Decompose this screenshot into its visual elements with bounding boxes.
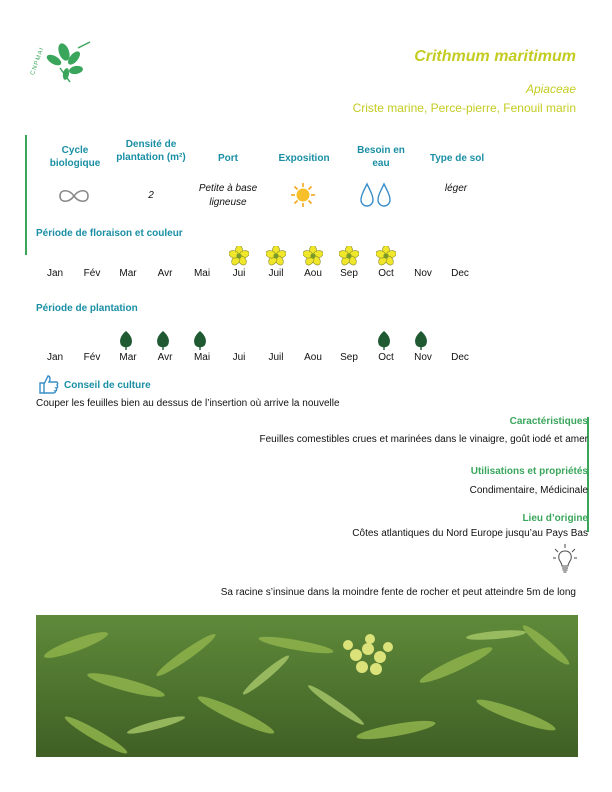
thumbs-up-icon <box>38 374 60 399</box>
advice-title: Conseil de culture <box>64 380 151 391</box>
soil-value: léger <box>444 183 468 194</box>
latin-name: Crithmum maritimum <box>414 48 576 65</box>
two-water-drops-icon <box>358 182 394 213</box>
density-value: 2 <box>148 190 154 201</box>
header-exposure: Exposition <box>278 153 330 164</box>
planting-month-label: Fév <box>83 352 101 363</box>
header-port: Port <box>218 153 238 164</box>
flowering-month-label: Dec <box>451 268 469 279</box>
planting-month-label: Sep <box>340 352 358 363</box>
planting-month-label: Jan <box>46 352 64 363</box>
lightbulb-icon <box>553 544 577 581</box>
utilisations-text: Condimentaire, Médicinale <box>469 485 588 496</box>
caracteristiques-text: Feuilles comestibles crues et marinées dans le vinaigre, goût iodé et amer <box>259 434 588 445</box>
planting-month-label: Mar <box>119 352 137 363</box>
sun-icon <box>290 182 316 213</box>
planting-months-row <box>0 352 612 366</box>
flowering-month-label: Oct <box>378 268 394 279</box>
flowering-icons-row <box>0 246 612 268</box>
infinity-icon <box>56 186 92 211</box>
fun-fact-text: Sa racine s’insinue dans la moindre fente de rocher et peut atteindre 5m de long <box>220 587 576 598</box>
flowering-month-label: Avr <box>157 268 173 279</box>
origine-text: Côtes atlantiques du Nord Europe jusqu’au Pays Bas <box>352 528 588 539</box>
planting-month-label: Oct <box>378 352 394 363</box>
advice-text: Couper les feuilles bien au dessus de l’insertion où arrive la nouvelle <box>36 398 340 409</box>
planting-month-label: Mai <box>193 352 211 363</box>
planting-title: Période de plantation <box>36 303 138 314</box>
left-accent-line <box>25 135 27 255</box>
plant-photo <box>36 615 578 757</box>
flowering-month-label: Mar <box>119 268 137 279</box>
utilisations-title: Utilisations et propriétés <box>470 466 588 477</box>
cnpmai-logo <box>30 38 92 84</box>
planting-month-label: Juil <box>268 352 284 363</box>
planting-month-label: Dec <box>451 352 469 363</box>
planting-month-label: Jui <box>232 352 246 363</box>
planting-month-label: Avr <box>157 352 173 363</box>
header-cycle: Cycle biologique <box>49 145 101 169</box>
flowering-title: Période de floraison et couleur <box>36 228 183 239</box>
plant-family: Apiaceae <box>525 82 576 96</box>
planting-month-label: Aou <box>304 352 322 363</box>
flowering-months-row <box>0 268 612 282</box>
flowering-month-label: Sep <box>340 268 358 279</box>
caracteristiques-title: Caractéristiques <box>509 416 588 427</box>
planting-icons-row <box>0 330 612 352</box>
flowering-month-label: Jui <box>232 268 246 279</box>
header-soil: Type de sol <box>429 153 485 164</box>
flowering-month-label: Jan <box>46 268 64 279</box>
header-water: Besoin en eau <box>357 145 405 169</box>
flowering-month-label: Aou <box>304 268 322 279</box>
common-names: Criste marine, Perce-pierre, Fenouil marin <box>352 101 576 115</box>
flowering-month-label: Juil <box>268 268 284 279</box>
port-value: Petite à base ligneuse <box>198 183 258 208</box>
flowering-month-label: Nov <box>414 268 432 279</box>
flowering-month-label: Fév <box>83 268 101 279</box>
origine-title: Lieu d’origine <box>522 513 588 524</box>
logo-text: CNPMAI <box>30 46 46 77</box>
flowering-month-label: Mai <box>193 268 211 279</box>
planting-month-label: Nov <box>414 352 432 363</box>
header-density: Densité de plantation (m²) <box>116 139 186 163</box>
